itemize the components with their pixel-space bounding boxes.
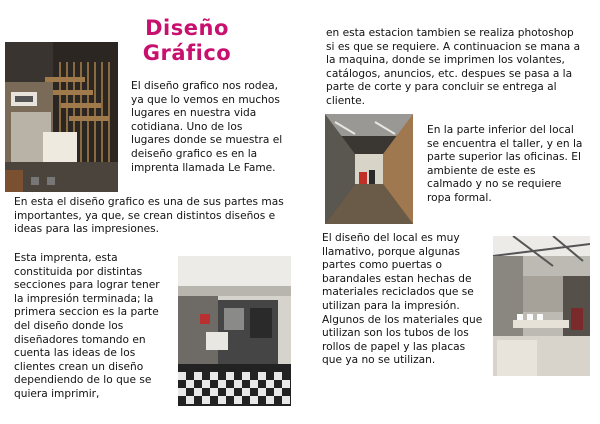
page-title: [128, 16, 246, 66]
paragraph-design-part: En esta el diseño grafico es una de sus partes mas importantes, ya que, se crean distintos diseños e ideas para las impresiones.: [14, 196, 284, 236]
photo-shop-entrance: [5, 42, 118, 192]
paragraph-photoshop: en esta estacion tambien se realiza photoshop si es que se requiere. A continuacion se mana a la maquina, donde se imprimen los volantes, catálogos, anuncios, etc. despues se pasa a la parte de corte y para concluir se entrega al cliente.: [326, 27, 581, 107]
paragraph-materials: El diseño del local es muy llamativo, porque algunas partes como puertas o barandales estan hechas de materiales reciclados que se utilizan para la impresión. Algunos de los materiales que utilizan son los tubos de los rollos de papel y las placas que ya no se utilizan.: [322, 232, 483, 367]
paragraph-sections: Esta imprenta, esta constituida por distintas secciones para lograr tener la impresión terminada; la primera seccion es la parte del diseño donde los diseñadores tomando en cuenta las ideas de los clientes crean un diseño dependiendo de lo que se quiera imprimir,: [14, 252, 160, 400]
photo-printing-machine: [178, 256, 291, 406]
title-line-2: Gráfico: [142, 41, 232, 65]
paragraph-intro: El diseño grafico nos rodea, ya que lo vemos en muchos lugares en nuestra vida cotidiana. Uno de los lugares donde se muestra el deiseño grafico es en la imprenta llamada Le Fame.: [131, 80, 283, 174]
title-line-1: Diseño: [145, 16, 229, 40]
photo-workshop: [325, 114, 413, 224]
photo-workshop-tables: [493, 236, 590, 376]
paragraph-workshop: En la parte inferior del local se encuentra el taller, y en la parte superior las oficinas. El ambiente de este es calmado y no se requiere ropa formal.: [427, 124, 583, 204]
